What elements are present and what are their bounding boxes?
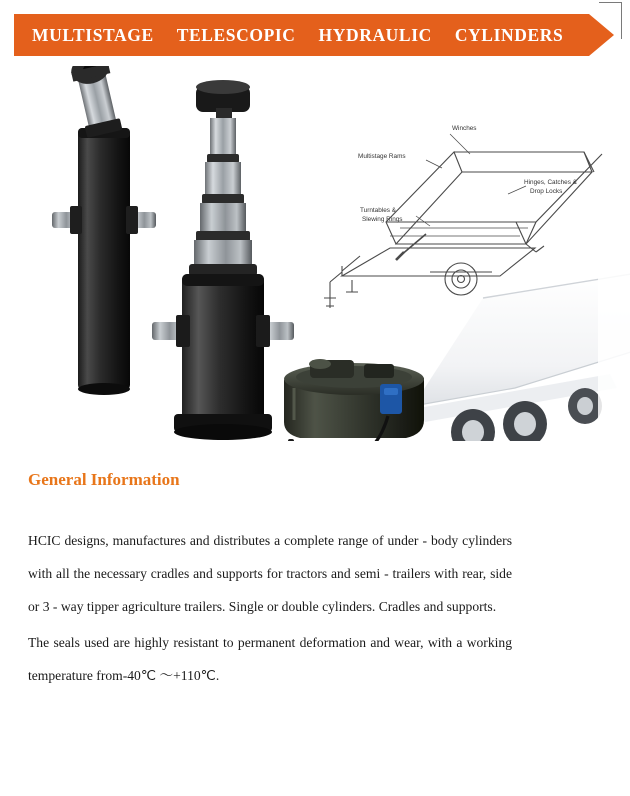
paragraph-1: HCIC designs, manufactures and distributes a complete range of under - body cylinders with all the necessary cradles and supports for tractors and semi - trailers with rear, side or 3 - way tipper agriculture trailers. Single or double cylinders. Cradles and supports.: [28, 533, 512, 614]
diagram-callout-hinges-line1: Hinges, Catches &: [524, 179, 577, 186]
multistage-telescopic-cylinder-photo: [152, 80, 294, 440]
figures-svg: [0, 66, 630, 441]
product-figure-group: [0, 66, 630, 441]
corner-bracket-icon: [599, 2, 622, 39]
section-title: General Information: [28, 470, 180, 489]
general-information-body: [28, 524, 512, 692]
diagram-callout-multistage-rams: Multistage Rams: [358, 153, 406, 160]
paragraph-2: The seals used are highly resistant to permanent deformation and wear, with a working temperature from-40℃ ～+110℃.: [28, 635, 512, 683]
title-word-2: TELESCOPIC: [176, 25, 296, 45]
page-header: [0, 14, 630, 60]
title-word-4: CYLINDERS: [454, 25, 564, 45]
hydraulic-power-pack-photo: [284, 359, 424, 441]
diagram-callout-hinges-line2: Drop Locks: [530, 188, 563, 195]
yellow-remote-control-photo: [277, 439, 305, 441]
diagram-callout-turntables-line1: Turntables &: [360, 207, 396, 214]
title-word-1: MULTISTAGE: [32, 25, 154, 45]
page-title: [32, 14, 563, 56]
tipper-trailer-line-diagram: [324, 125, 602, 308]
diagram-callout-turntables-line2: Slewing Rings: [362, 216, 403, 223]
single-stage-cylinder-photo: [52, 66, 156, 395]
diagram-callout-winches: Winches: [452, 125, 477, 132]
title-word-3: HYDRAULIC: [318, 25, 432, 45]
